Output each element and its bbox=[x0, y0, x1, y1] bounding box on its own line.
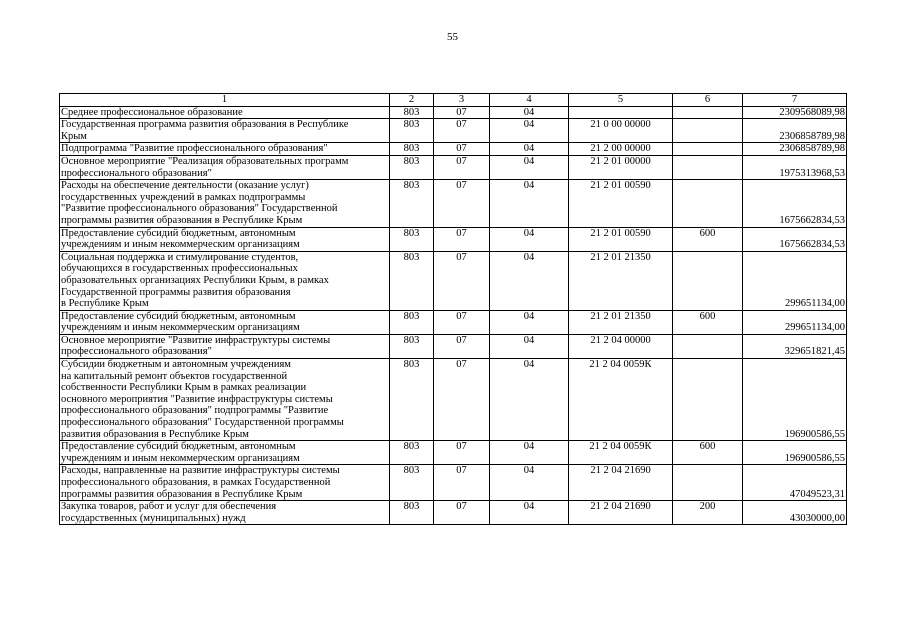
item-name-cell bbox=[60, 465, 390, 501]
item-name-line: учреждениям и иным некоммерческим организациям bbox=[61, 239, 300, 251]
amount-cell: 1975313968,53 bbox=[743, 155, 847, 179]
expense-type-cell bbox=[673, 251, 743, 310]
header-cell: 3 bbox=[434, 94, 490, 107]
target-article-cell: 21 2 04 00000 bbox=[569, 334, 673, 358]
expense-type-cell bbox=[673, 334, 743, 358]
table-row bbox=[60, 143, 847, 156]
item-name-line: развития образования в Республике Крым bbox=[61, 428, 249, 440]
expense-type-cell bbox=[673, 465, 743, 501]
ved-cell: 803 bbox=[390, 251, 434, 310]
target-article-cell: 21 2 00 00000 bbox=[569, 143, 673, 156]
section-cell: 07 bbox=[434, 119, 490, 143]
item-name-line: Расходы на обеспечение деятельности (оказание услуг) bbox=[61, 180, 309, 192]
amount-cell: 196900586,55 bbox=[743, 359, 847, 441]
item-name-line: профессионального образования" bbox=[61, 346, 212, 358]
table-body bbox=[60, 106, 847, 525]
section-cell: 07 bbox=[434, 465, 490, 501]
target-article-cell: 21 2 04 0059К bbox=[569, 441, 673, 465]
amount-cell: 196900586,55 bbox=[743, 441, 847, 465]
item-name-line: в Республике Крым bbox=[61, 298, 149, 310]
expense-type-cell bbox=[673, 119, 743, 143]
table-row bbox=[60, 359, 847, 441]
item-name-line: Субсидии бюджетным и автономным учреждениям bbox=[61, 359, 291, 371]
subsection-cell: 04 bbox=[490, 180, 569, 227]
section-cell: 07 bbox=[434, 227, 490, 251]
item-name-line: Основное мероприятие "Реализация образовательных программ bbox=[61, 155, 349, 167]
item-name-line: Государственная программа развития образования в Республике bbox=[61, 119, 349, 131]
section-cell: 07 bbox=[434, 155, 490, 179]
subsection-cell: 04 bbox=[490, 143, 569, 156]
amount-cell: 47049523,31 bbox=[743, 465, 847, 501]
subsection-cell: 04 bbox=[490, 227, 569, 251]
target-article-cell: 21 2 04 0059К bbox=[569, 359, 673, 441]
item-name-line: Крым bbox=[61, 130, 87, 142]
table-row bbox=[60, 106, 847, 119]
item-name-cell bbox=[60, 501, 390, 525]
header-cell: 4 bbox=[490, 94, 569, 107]
item-name-line: Закупка товаров, работ и услуг для обеспечения bbox=[61, 501, 277, 513]
budget-table bbox=[59, 93, 847, 525]
item-name-line: образовательных организациях Республики Крым, в рамках bbox=[61, 274, 329, 286]
item-name-line: Подпрограмма "Развитие профессионального образования" bbox=[61, 143, 328, 155]
item-name-line: Расходы, направленные на развитие инфраструктуры системы bbox=[61, 465, 340, 477]
amount-cell: 2309568089,98 bbox=[743, 106, 847, 119]
item-name-line: Среднее профессиональное образование bbox=[61, 106, 243, 118]
header-cell: 1 bbox=[60, 94, 390, 107]
target-article-cell bbox=[569, 106, 673, 119]
item-name-line: профессионального образования, в рамках Государственной bbox=[61, 477, 331, 488]
ved-cell: 803 bbox=[390, 119, 434, 143]
expense-type-cell bbox=[673, 180, 743, 227]
ved-cell: 803 bbox=[390, 441, 434, 465]
expense-type-cell bbox=[673, 106, 743, 119]
amount-cell: 329651821,45 bbox=[743, 334, 847, 358]
item-name-cell bbox=[60, 119, 390, 143]
subsection-cell: 04 bbox=[490, 251, 569, 310]
item-name-line: Государственной программы развития образования bbox=[61, 286, 291, 298]
table-row bbox=[60, 251, 847, 310]
amount-cell: 2306858789,98 bbox=[743, 143, 847, 156]
ved-cell: 803 bbox=[390, 143, 434, 156]
header-cell: 6 bbox=[673, 94, 743, 107]
table-row bbox=[60, 180, 847, 227]
expense-type-cell bbox=[673, 359, 743, 441]
section-cell: 07 bbox=[434, 106, 490, 119]
item-name-cell bbox=[60, 155, 390, 179]
item-name-line: профессионального образования" подпрограммы "Развитие bbox=[61, 405, 329, 417]
ved-cell: 803 bbox=[390, 334, 434, 358]
item-name-line: Социальная поддержка и стимулирование студентов, bbox=[61, 251, 299, 263]
expense-type-cell bbox=[673, 155, 743, 179]
page-number: 55 bbox=[447, 31, 458, 43]
subsection-cell: 04 bbox=[490, 501, 569, 525]
item-name-cell bbox=[60, 143, 390, 156]
subsection-cell: 04 bbox=[490, 155, 569, 179]
section-cell: 07 bbox=[434, 143, 490, 156]
subsection-cell: 04 bbox=[490, 465, 569, 501]
table-row bbox=[60, 465, 847, 501]
item-name-line: Предоставление субсидий бюджетным, автономным bbox=[61, 441, 296, 453]
item-name-cell bbox=[60, 334, 390, 358]
item-name-cell bbox=[60, 106, 390, 119]
item-name-line: Предоставление субсидий бюджетным, автономным bbox=[61, 310, 296, 322]
item-name-line: основного мероприятия "Развитие инфраструктуры системы bbox=[61, 393, 333, 405]
section-cell: 07 bbox=[434, 180, 490, 227]
table-row bbox=[60, 155, 847, 179]
section-cell: 07 bbox=[434, 359, 490, 441]
item-name-line: профессионального образования" Государственной программы bbox=[61, 417, 344, 429]
ved-cell: 803 bbox=[390, 310, 434, 334]
item-name-line: профессионального образования" bbox=[61, 167, 212, 179]
item-name-line: собственности Республики Крым в рамках реализации bbox=[61, 382, 307, 394]
table-row bbox=[60, 119, 847, 143]
header-cell: 7 bbox=[743, 94, 847, 107]
ved-cell: 803 bbox=[390, 106, 434, 119]
target-article-cell: 21 2 01 00590 bbox=[569, 227, 673, 251]
item-name-cell bbox=[60, 180, 390, 227]
amount-cell: 299651134,00 bbox=[743, 251, 847, 310]
section-cell: 07 bbox=[434, 334, 490, 358]
amount-cell: 299651134,00 bbox=[743, 310, 847, 334]
target-article-cell: 21 2 01 21350 bbox=[569, 251, 673, 310]
ved-cell: 803 bbox=[390, 180, 434, 227]
item-name-cell bbox=[60, 310, 390, 334]
amount-cell: 2306858789,98 bbox=[743, 119, 847, 143]
ved-cell: 803 bbox=[390, 465, 434, 501]
subsection-cell: 04 bbox=[490, 106, 569, 119]
target-article-cell: 21 2 01 00000 bbox=[569, 155, 673, 179]
target-article-cell: 21 2 04 21690 bbox=[569, 501, 673, 525]
item-name-line: государственных учреждений в рамках подпрограммы bbox=[61, 191, 306, 203]
subsection-cell: 04 bbox=[490, 119, 569, 143]
header-row bbox=[60, 94, 847, 107]
item-name-cell bbox=[60, 441, 390, 465]
target-article-cell: 21 2 01 00590 bbox=[569, 180, 673, 227]
subsection-cell: 04 bbox=[490, 334, 569, 358]
expense-type-cell: 600 bbox=[673, 441, 743, 465]
ved-cell: 803 bbox=[390, 155, 434, 179]
table-row bbox=[60, 227, 847, 251]
section-cell: 07 bbox=[434, 251, 490, 310]
item-name-line: на капитальный ремонт объектов государственной bbox=[61, 370, 288, 382]
item-name-line: государственных (муниципальных) нужд bbox=[61, 512, 246, 524]
target-article-cell: 21 0 00 00000 bbox=[569, 119, 673, 143]
item-name-line: Предоставление субсидий бюджетным, автономным bbox=[61, 227, 296, 239]
item-name-line: "Развитие профессионального образования" Государственной bbox=[61, 203, 338, 215]
item-name-line: программы развития образования в Республике Крым bbox=[61, 488, 303, 500]
subsection-cell: 04 bbox=[490, 359, 569, 441]
item-name-cell bbox=[60, 359, 390, 441]
item-name-line: обучающихся в государственных профессиональных bbox=[61, 263, 298, 275]
table-row bbox=[60, 334, 847, 358]
target-article-cell: 21 2 01 21350 bbox=[569, 310, 673, 334]
amount-cell: 1675662834,53 bbox=[743, 180, 847, 227]
item-name-line: программы развития образования в Республике Крым bbox=[61, 214, 303, 226]
item-name-cell bbox=[60, 227, 390, 251]
section-cell: 07 bbox=[434, 441, 490, 465]
expense-type-cell: 200 bbox=[673, 501, 743, 525]
table-row bbox=[60, 310, 847, 334]
ved-cell: 803 bbox=[390, 359, 434, 441]
subsection-cell: 04 bbox=[490, 441, 569, 465]
section-cell: 07 bbox=[434, 501, 490, 525]
table-row bbox=[60, 501, 847, 525]
section-cell: 07 bbox=[434, 310, 490, 334]
table-row bbox=[60, 441, 847, 465]
item-name-line: учреждениям и иным некоммерческим организациям bbox=[61, 452, 300, 464]
subsection-cell: 04 bbox=[490, 310, 569, 334]
expense-type-cell bbox=[673, 143, 743, 156]
item-name-cell bbox=[60, 251, 390, 310]
ved-cell: 803 bbox=[390, 501, 434, 525]
expense-type-cell: 600 bbox=[673, 227, 743, 251]
expense-type-cell: 600 bbox=[673, 310, 743, 334]
target-article-cell: 21 2 04 21690 bbox=[569, 465, 673, 501]
amount-cell: 1675662834,53 bbox=[743, 227, 847, 251]
header-cell: 2 bbox=[390, 94, 434, 107]
amount-cell: 43030000,00 bbox=[743, 501, 847, 525]
item-name-line: учреждениям и иным некоммерческим организациям bbox=[61, 322, 300, 334]
header-cell: 5 bbox=[569, 94, 673, 107]
item-name-line: Основное мероприятие "Развитие инфраструктуры системы bbox=[61, 334, 331, 346]
ved-cell: 803 bbox=[390, 227, 434, 251]
